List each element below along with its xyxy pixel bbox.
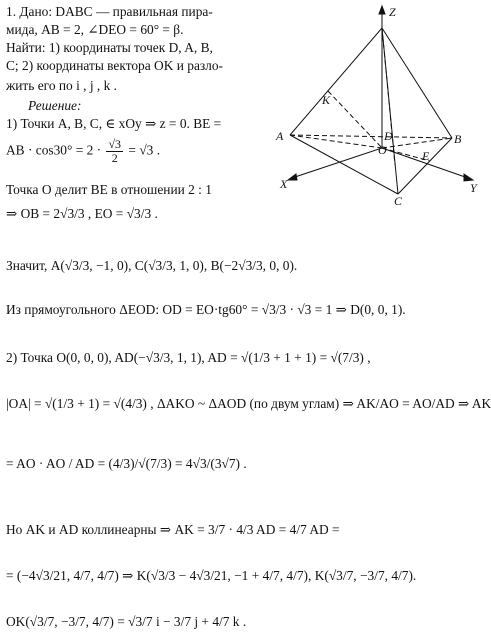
problem-line-1: 1. Дано: DABC — правильная пира- [6,4,213,19]
edge-db [382,28,452,138]
solution-step-5: 2) Точка O(0, 0, 0), AD(−√3/3, 1, 1), AD = √(1/3 + 1 + 1) = √(7/3) , [6,350,371,365]
label-x: X [280,177,288,191]
label-d: D [384,129,393,143]
s1b-num: √3 [108,137,122,151]
edge-ab [290,135,452,138]
solution-step-2b: ⇒ OB = 2√3/3 , EO = √3/3 . [6,206,158,221]
x-axis [292,148,382,178]
label-b: B [454,132,462,146]
solution-step-7: = AO · AO / AD = (4/3)/√(7/3) = 4√3/(3√7) . [6,456,247,471]
solution-step-1b [6,138,160,165]
solution-step-4: Из прямоугольного ΔEOD: OD = EO·tg60° = √3/3 · √3 = 1 ⇒ D(0, 0, 1). [6,302,406,317]
segment-ao [290,135,382,148]
solution-step-10: OK(√3/7, −3/7, 4/7) = √3/7 i − 3/7 j + 4/7 k . [6,614,247,629]
solution-step-6: |OA| = √(1/3 + 1) = √(4/3) , ΔAKO ~ ΔAOD (по двум углам) ⇒ AK/AO = AO/AD ⇒ AK [6,396,491,411]
solution-step-2a: Точка O делит BE в отношении 2 : 1 [6,182,212,197]
s1b-pre: AB · cos30° = 2 · [6,142,102,158]
problem-line-5: жить его по i , j , k . [6,78,117,93]
s1b-post: = √3 . [128,142,161,158]
z-axis-arrow [379,6,385,14]
label-k: K [322,93,331,107]
x-axis-arrow [288,174,297,180]
pyramid-diagram [270,0,491,208]
edge-bc [398,138,452,194]
label-z: Z [389,5,396,19]
label-e: E [422,149,430,163]
solution-heading: Решение: [28,98,82,113]
label-o: O [378,143,387,157]
solution-step-9: = (−4√3/21, 4/7, 4/7) ⇒ K(√3/3 − 4√3/21, −1 + 4/7, 4/7), K(√3/7, −3/7, 4/7). [6,568,417,583]
label-c: C [394,194,403,208]
solution-step-3: Значит, A(√3/3, −1, 0), C(√3/3, 1, 0), B(−2√3/3, 0, 0). [6,258,298,273]
s1b-fraction [106,138,123,165]
problem-line-4: C; 2) координаты вектора OK и разло- [6,58,224,73]
segment-ko [328,91,382,148]
solution-step-1a: 1) Точки A, B, C, ∈ xOy ⇒ z = 0. BE = [6,116,222,131]
problem-line-3: Найти: 1) координаты точек D, A, B, [6,40,213,55]
s1b-den: 2 [111,151,118,165]
edge-da [290,28,382,135]
solution-step-8: Но AK и AD коллинеарны ⇒ AK = 3/7 · 4/3 AD = 4/7 AD = [6,522,340,537]
problem-line-2: мида, AB = 2, ∠DEO = 60° = β. [6,22,184,37]
label-y: Y [470,181,477,195]
label-a: A [276,129,284,143]
y-axis-arrow [464,174,473,181]
